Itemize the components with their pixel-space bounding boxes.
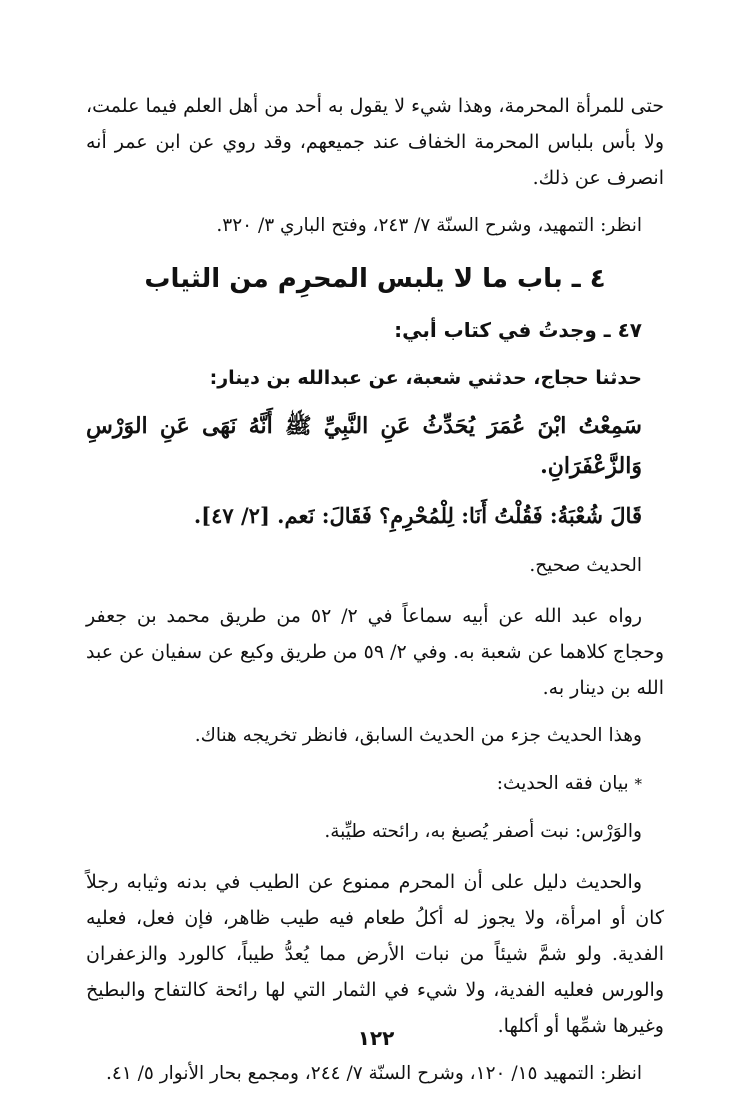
intro-source-reference: انظر: التمهيد، وشرح السنّة ٧/ ٢٤٣، وفتح الباري ٣/ ٣٢٠.: [216, 215, 642, 236]
fiqh-source-reference: انظر: التمهيد ١٥/ ١٢٠، وشرح السنّة ٧/ ٢٤٤، ومجمع بحار الأنوار ٥/ ٤١.: [106, 1063, 642, 1084]
takhrij-paragraph: رواه عبد الله عن أبيه سماعاً في ٢/ ٥٢ من طريق محمد بن جعفر وحجاج كلاهما عن شعبة به. وفي ٢/ ٥٩ من طريق وكيع عن سفيان عن عبد الله بن دينار به.: [86, 605, 664, 699]
fiqh-heading: [86, 766, 664, 802]
takhrij-note: وهذا الحديث جزء من الحديث السابق، فانظر تخريجه هناك.: [194, 725, 642, 746]
fiqh-paragraph: والحديث دليل على أن المحرم ممنوع عن الطيب في بدنه وثيابه رجلاً كان أو امرأة، ولا يجوز له أكلُ طعام فيه طيب ظاهر، فإن فعل، فعليه الفدية. ولو شمَّ شيئاً من نبات الأرض مما يُعدُّ طيباً، كالورد والزعفران والورس فعليه الفدية، ولا شيء في الثمار التي لها رائحة كالتفاح والبطيخ وغيرها شمِّها أو أكلها.: [86, 871, 664, 1037]
page-number: ١٢٢: [357, 1026, 395, 1050]
star-bullet-icon: *: [634, 775, 642, 793]
chapter-heading: ٤ ـ باب ما لا يلبس المحرِم من الثياب: [144, 264, 606, 294]
wars-definition: والوَرْس: نبت أصفر يُصبغ به، رائحته طيِّبة.: [324, 821, 642, 842]
hadith-shuba-question: قَالَ شُعْبَةُ: فَقُلْتُ أَنَا: لِلْمُحْرِمِ؟ فَقَالَ: نَعم. [٢/ ٤٧].: [193, 503, 642, 528]
hadith-number-line: ٤٧ ـ وجدتُ في كتاب أبي:: [394, 318, 642, 342]
intro-paragraph: حتى للمرأة المحرمة، وهذا شيء لا يقول به أحد من أهل العلم فيما علمت، ولا بأس بلباس المحرمة الخفاف عند جميعهم، وقد روي عن ابن عمر أنه انصرف عن ذلك.: [86, 95, 664, 189]
fiqh-heading-label: بيان فقه الحديث:: [496, 773, 629, 794]
hadith-isnad: حدثنا حجاج، حدثني شعبة، عن عبدالله بن دينار:: [209, 367, 642, 389]
hadith-verdict: الحديث صحيح.: [529, 555, 642, 576]
hadith-matn: سَمِعْتُ ابْنَ عُمَرَ يُحَدِّثُ عَنِ النَّبِيِّ ﷺ أَنَّهُ نَهَى عَنِ الوَرْسِ وَالزَّعْفَرَانِ.: [86, 413, 642, 479]
